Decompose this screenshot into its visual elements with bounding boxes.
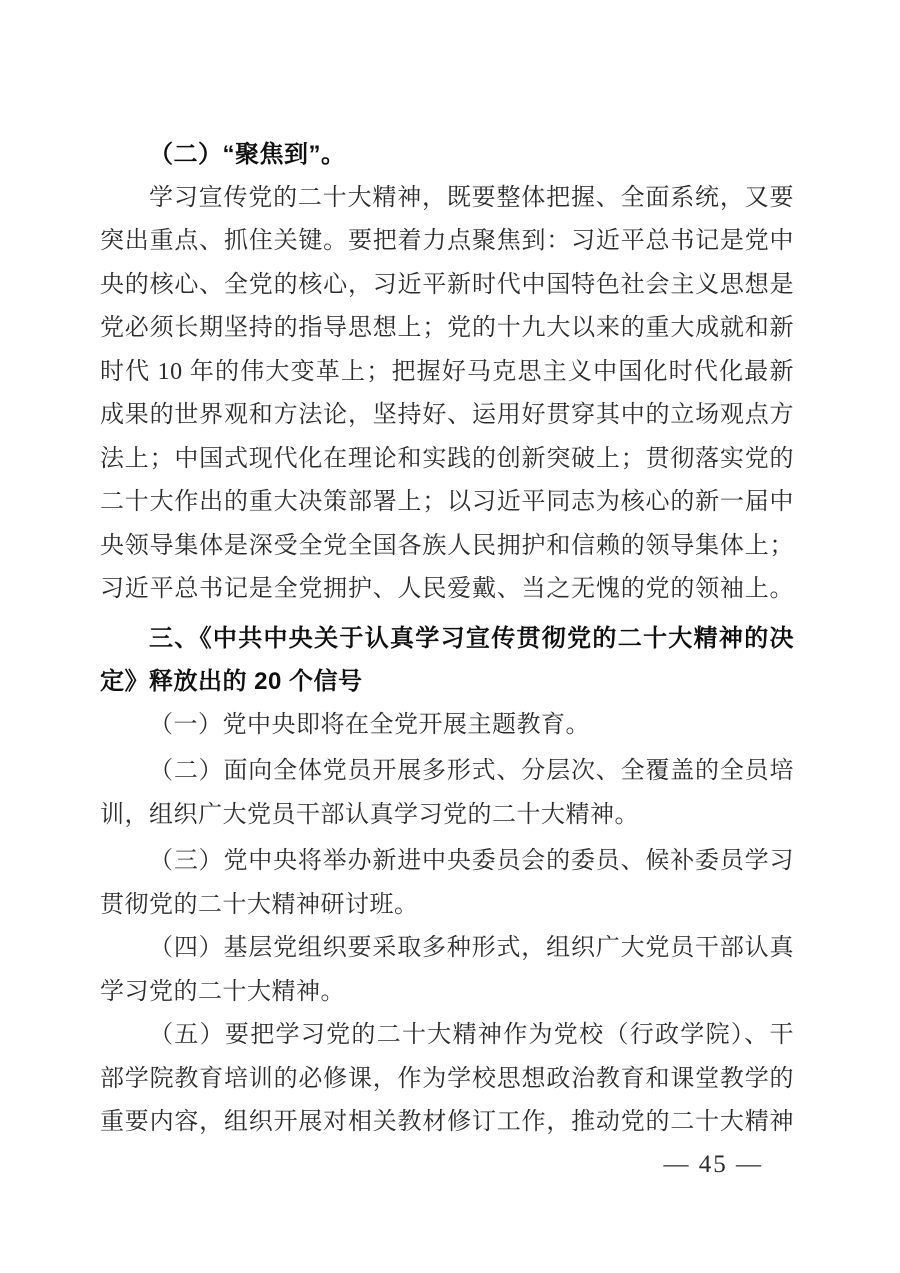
paragraph-line: 时代 10 年的伟大变革上；把握好马克思主义中国化时代化最新 xyxy=(100,358,794,385)
section-heading-line: 三、《中共中央关于认真学习宣传贯彻党的二十大精神的决 xyxy=(149,624,794,652)
signal-item-line: （一）党中央即将在全党开展主题教育。 xyxy=(149,711,590,738)
paragraph-line: 央领导集体是深受全党全国各族人民拥护和信赖的领导集体上； xyxy=(100,532,794,559)
paragraph-line: 党必须长期坚持的指导思想上；党的十九大以来的重大成就和新 xyxy=(100,315,794,341)
signal-item-line: 学习党的二十大精神。 xyxy=(100,978,345,1005)
paragraph-line: 二十大作出的重大决策部署上；以习近平同志为核心的新一届中 xyxy=(100,489,794,515)
page-number: — 45 — xyxy=(663,1151,763,1178)
signal-item-line: （四）基层党组织要采取多种形式，组织广大党员干部认真 xyxy=(149,935,794,961)
paragraph-line: 学习宣传党的二十大精神，既要整体把握、全面系统，又要 xyxy=(149,184,794,211)
signal-item-line: （五）要把学习党的二十大精神作为党校（行政学院）、干 xyxy=(149,1022,794,1048)
paragraph-line: 法上；中国式现代化在理论和实践的创新突破上；贯彻落实党的 xyxy=(100,445,794,472)
signal-item-line: 贯彻党的二十大精神研讨班。 xyxy=(100,891,419,918)
section-heading-line: 定》释放出的 20 个信号 xyxy=(100,668,363,695)
signal-item-line: 训，组织广大党员干部认真学习党的二十大精神。 xyxy=(100,801,639,828)
signal-item-line: （三）党中央将举办新进中央委员会的委员、候补委员学习 xyxy=(149,848,794,874)
signal-item-line: （二）面向全体党员开展多形式、分层次、全覆盖的全员培 xyxy=(149,758,794,784)
subsection-heading: （二）“聚焦到”。 xyxy=(149,141,346,168)
paragraph-line: 突出重点、抓住关键。要把着力点聚焦到：习近平总书记是党中 xyxy=(100,228,794,254)
paragraph-line: 习近平总书记是全党拥护、人民爱戴、当之无愧的党的领袖上。 xyxy=(100,576,794,602)
paragraph-line: 央的核心、全党的核心，习近平新时代中国特色社会主义思想是 xyxy=(100,271,794,298)
paragraph-line: 成果的世界观和方法论，坚持好、运用好贯穿其中的立场观点方 xyxy=(100,402,794,428)
text-block xyxy=(100,133,794,1145)
signal-item-line: 重要内容，组织开展对相关教材修订工作，推动党的二十大精神 xyxy=(100,1109,794,1135)
signal-item-line: 部学院教育培训的必修课，作为学校思想政治教育和课堂教学的 xyxy=(100,1065,794,1092)
